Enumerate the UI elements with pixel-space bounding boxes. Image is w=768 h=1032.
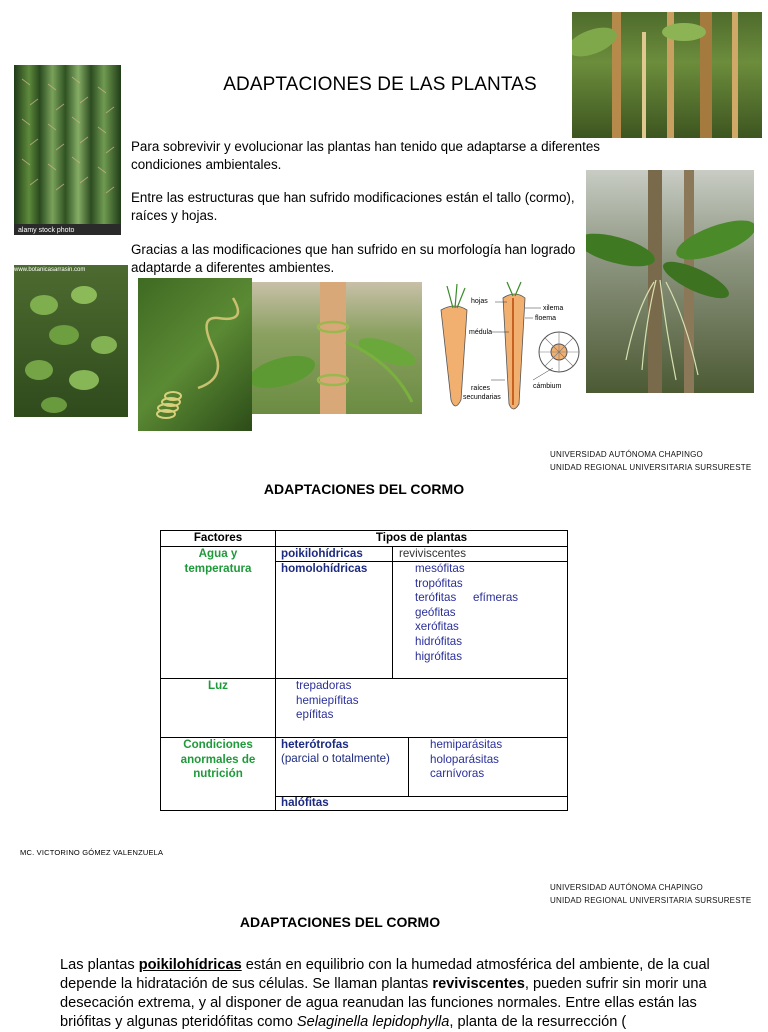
- term-poikilohidricas: poikilohídricas: [138, 957, 242, 973]
- slide3-body: [60, 956, 720, 1032]
- slide1-title: ADAPTACIONES DE LAS PLANTAS: [223, 74, 537, 95]
- type-xerofitas: xerófitas: [415, 620, 459, 634]
- factor-luz: Luz: [208, 679, 228, 692]
- slide1-paragraph-3: Gracias a las modificaciones que han sufrido en su morfología han logrado adaptarde a diferentes ambientes.: [131, 242, 576, 275]
- root-anatomy-diagram: [433, 280, 585, 418]
- type-halofitas: halófitas: [281, 796, 329, 809]
- slide3-text-a: Las plantas: [60, 957, 139, 973]
- type-geofitas: geófitas: [415, 605, 456, 619]
- term-reviviscentes: reviviscentes: [432, 976, 525, 992]
- type-reviviscentes: reviviscentes: [399, 547, 467, 560]
- slide1-paragraph-2: Entre las estructuras que han sufrido modificaciones están el tallo (cormo), raíces y hojas.: [131, 190, 575, 223]
- factor-nutricion-line2: anormales de: [180, 752, 256, 766]
- type-epifitas: epífitas: [296, 708, 334, 722]
- type-higrofitas: higrófitas: [415, 649, 463, 663]
- university-name-2: UNIVERSIDAD AUTÓNOMA CHAPINGO: [550, 883, 703, 892]
- type-poikilohidricas: poikilohídricas: [281, 547, 363, 560]
- factor-nutricion-line3: nutrición: [193, 767, 243, 781]
- slide3-title: ADAPTACIONES DEL CORMO: [239, 914, 441, 930]
- type-holoparasitas: holoparásitas: [430, 752, 499, 766]
- university-header-2: [550, 881, 751, 907]
- factor-nutricion: [161, 738, 275, 782]
- factor-agua-line2: temperatura: [184, 561, 252, 575]
- factor-nutricion-line1: Condiciones: [183, 738, 253, 751]
- tendril-photo: [138, 278, 252, 431]
- slide3-text-d: , planta de la resurrección (: [449, 1014, 627, 1030]
- type-hemiepifitas: hemiepífitas: [296, 693, 359, 707]
- diagram-label-hojas: hojas: [471, 298, 488, 305]
- stem-tendrils-photo: [252, 282, 422, 414]
- type-efimeras: efímeras: [473, 591, 519, 604]
- type-terofitas: terófitas: [415, 591, 457, 605]
- type-carnivoras: carnívoras: [430, 767, 485, 781]
- cactus-photo: [14, 65, 121, 235]
- factor-agua-line1: Agua y: [198, 547, 238, 560]
- type-homolohidricas: homolohídricas: [281, 562, 368, 575]
- header-factores: Factores: [193, 531, 243, 544]
- luz-list: [296, 679, 359, 723]
- header-tipos: Tipos de plantas: [375, 531, 468, 544]
- diagram-label-floema: floema: [535, 315, 557, 322]
- type-heterotrofas: heterótrofas: [281, 738, 349, 751]
- type-hidrofitas: hidrófitas: [415, 634, 463, 648]
- slide3-text-c: , pueden sufrir sin morir una desecación extrema, y al disponer de agua reanudan las funciones normales. Entre ellas están las briófitas y algunas pteridófitas como: [60, 976, 707, 1030]
- diagram-label-raices: raíces: [471, 385, 491, 392]
- leafy-plant-photo: [14, 265, 128, 417]
- species-name: Selaginella lepidophylla: [296, 1014, 450, 1030]
- type-trepadoras: trepadoras: [296, 679, 352, 692]
- diagram-label-cambium: cámbium: [533, 383, 562, 390]
- type-mesofitas: mesófitas: [415, 562, 465, 575]
- diagram-label-medula: médula: [469, 329, 492, 336]
- parasit-list: [430, 738, 502, 782]
- university-unit: UNIDAD REGIONAL UNIVERSITARIA SURSURESTE: [550, 463, 752, 472]
- author-name: MC. VICTORINO GÓMEZ VALENZUELA: [20, 848, 164, 857]
- slide3-text-b: están en equilibrio con la humedad atmosférica del ambiente, de la cual depende la hidratación de sus células. Se llaman plantas: [60, 957, 710, 992]
- homolo-list: [415, 562, 465, 664]
- slide1-paragraph-1: Para sobrevivir y evolucionar las plantas han tenido que adaptarse a diferentes condiciones ambientales.: [131, 139, 600, 172]
- university-name: UNIVERSIDAD AUTÓNOMA CHAPINGO: [550, 450, 703, 459]
- type-tropofitas: tropófitas: [415, 576, 463, 590]
- site-watermark: www.botanicasarrasin.com: [14, 267, 86, 273]
- diagram-label-secundarias: secundarias: [463, 394, 501, 401]
- diagram-label-xilema: xilema: [543, 305, 564, 312]
- plant-types-table: [160, 530, 568, 811]
- slide2-title: ADAPTACIONES DEL CORMO: [263, 481, 465, 497]
- orchid-photo: [586, 170, 754, 393]
- forest-vines-photo: [572, 12, 762, 138]
- factor-agua-temperatura: [161, 547, 275, 576]
- heterotrofas-note: (parcial o totalmente): [281, 752, 390, 765]
- root-diagram-svg: [433, 280, 585, 418]
- alamy-watermark: alamy stock photo: [18, 227, 75, 234]
- type-hemiparasitas: hemiparásitas: [430, 738, 503, 751]
- university-header-1: [550, 448, 751, 474]
- university-unit-2: UNIDAD REGIONAL UNIVERSITARIA SURSURESTE: [550, 896, 752, 905]
